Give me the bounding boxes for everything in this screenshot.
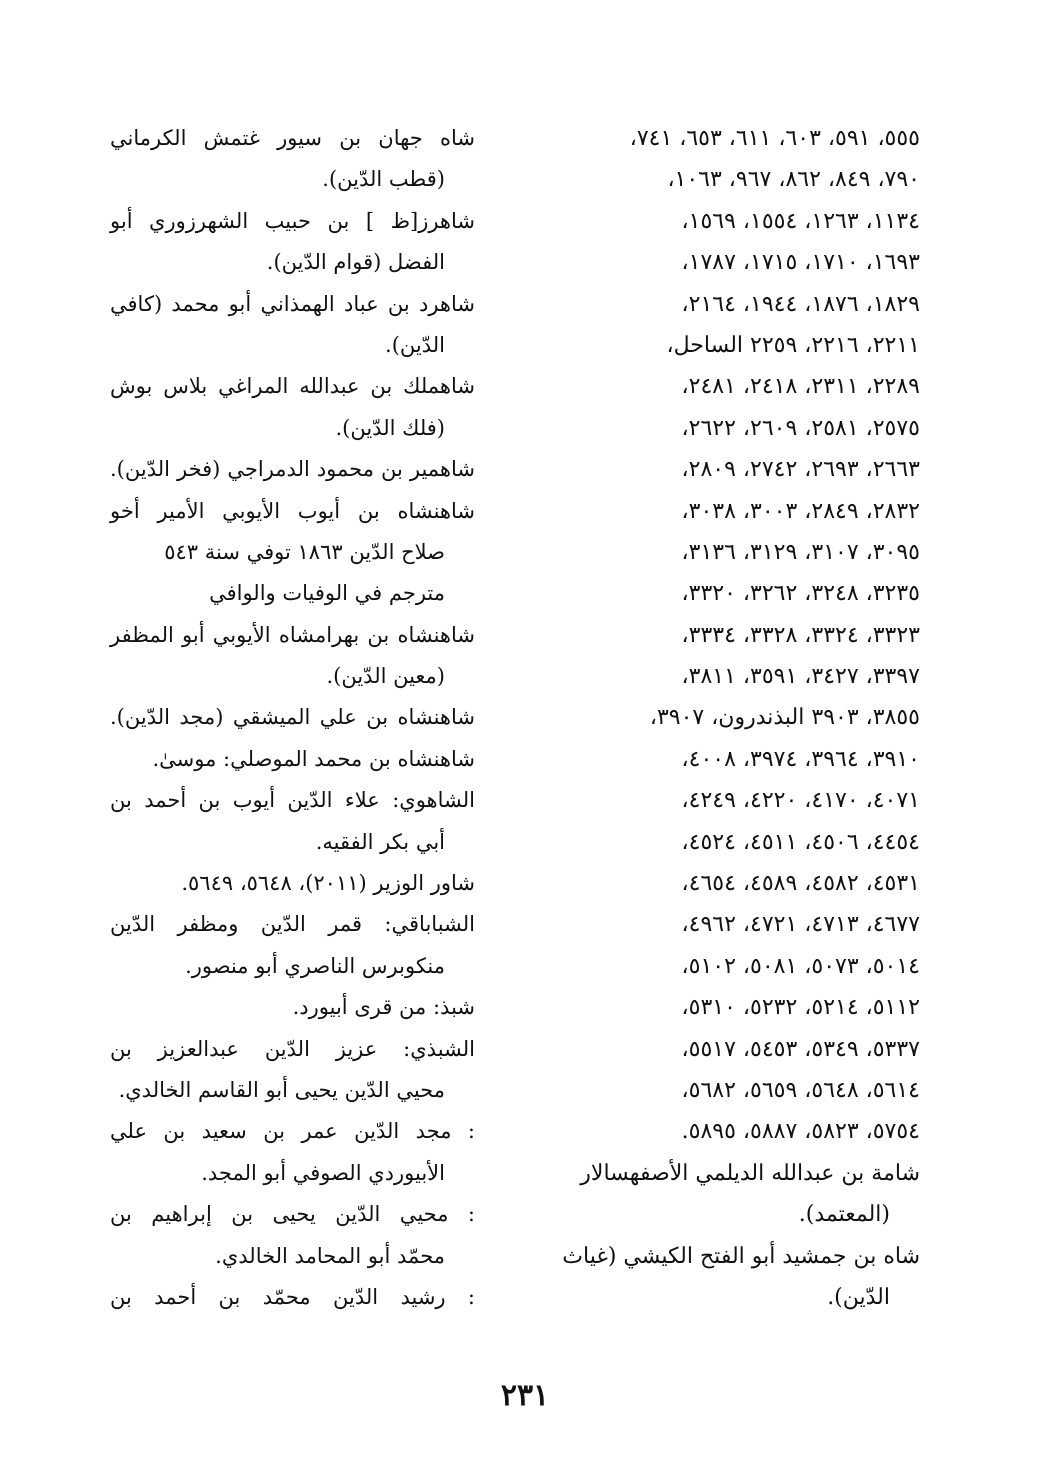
index-line: ١٨٢٩، ١٨٧٦، ١٩٤٤، ٢١٦٤، [681, 291, 920, 317]
index-line: ٥٠١٤، ٥٠٧٣، ٥٠٨١، ٥١٠٢، [681, 953, 920, 979]
index-line: ٣٢٣٥، ٣٢٤٨، ٣٢٦٢، ٣٣٢٠، [681, 581, 920, 607]
index-line: ٣٣٩٧، ٣٤٢٧، ٣٥٩١، ٣٨١١، [681, 664, 920, 690]
index-line: شاهملك بن عبدالله المراغي بلاس بوش [110, 374, 475, 399]
index-line: ٢٨٣٢، ٢٨٤٩، ٣٠٠٣، ٣٠٣٨، [681, 498, 920, 524]
index-column-right [110, 118, 475, 1318]
index-column-left [540, 118, 920, 1318]
index-line: ١١٣٤، ١٢٦٣، ١٥٥٤، ١٥٦٩، [681, 208, 920, 234]
index-line: : مجد الدّين عمر بن سعيد بن علي [110, 1119, 475, 1144]
page-number: ٢٣١ [500, 1378, 550, 1413]
index-line: ٥٦١٤، ٥٦٤٨، ٥٦٥٩، ٥٦٨٢، [681, 1077, 920, 1103]
index-line: (المعتمد). [798, 1202, 890, 1228]
index-line: محيي الدّين يحيى أبو القاسم الخالدي. [118, 1077, 445, 1102]
index-line: ٣٨٥٥، ٣٩٠٣ البذندرون، ٣٩٠٧، [649, 705, 920, 731]
index-line: : رشيد الدّين محمّد بن أحمد بن [110, 1284, 475, 1309]
index-line: شاه بن جمشيد أبو الفتح الكيشي (غياث [562, 1243, 920, 1269]
index-line: ٥١١٢، ٥٢١٤، ٥٢٣٢، ٥٣١٠، [681, 995, 920, 1021]
index-line: ٤٥٣١، ٤٥٨٢، ٤٥٨٩، ٤٦٥٤، [681, 871, 920, 897]
index-line: محمّد أبو المحامد الخالدي. [215, 1243, 445, 1268]
index-line: ٥٣٣٧، ٥٣٤٩، ٥٤٥٣، ٥٥١٧، [681, 1036, 920, 1062]
index-line: الشبذي: عزيز الدّين عبدالعزيز بن [110, 1036, 475, 1061]
index-line: الشباباقي: قمر الدّين ومظفر الدّين [110, 912, 475, 937]
index-line: شاه جهان بن سيور غتمش الكرماني [110, 126, 475, 150]
index-line: ٤٤٥٤، ٤٥٠٦، ٤٥١١، ٤٥٢٤، [681, 829, 920, 855]
index-line: الأبيوردي الصوفي أبو المجد. [201, 1160, 445, 1185]
index-line: الدّين). [385, 332, 445, 357]
index-line: ٤٦٧٧، ٤٧١٣، ٤٧٢١، ٤٩٦٢، [681, 912, 920, 938]
index-line: شاهنشاه بن أيوب الأيوبي الأمير أخو [110, 498, 475, 523]
index-line: شبذ: من قرى أبيورد. [292, 995, 475, 1020]
index-line: الفضل (قوام الدّين). [266, 250, 445, 275]
index-line: (معين الدّين). [326, 664, 445, 689]
index-line: ٣٠٩٥، ٣١٠٧، ٣١٢٩، ٣١٣٦، [681, 539, 920, 565]
index-line: ١٦٩٣، ١٧١٠، ١٧١٥، ١٧٨٧، [681, 250, 920, 276]
index-line: ٥٥٥، ٥٩١، ٦٠٣، ٦١١، ٦٥٣، ٧٤١، [629, 126, 920, 151]
index-line: منكوبرس الناصري أبو منصور. [185, 953, 445, 978]
index-line: الدّين). [827, 1284, 890, 1310]
index-line: أبي بكر الفقيه. [315, 829, 445, 854]
index-line: ٣٩١٠، ٣٩٦٤، ٣٩٧٤، ٤٠٠٨، [681, 746, 920, 772]
index-line: شاهنشاه بن علي الميشقي (مجد الدّين). [110, 705, 475, 730]
index-line: (قطب الدّين). [322, 167, 445, 192]
index-line: ٧٩٠، ٨٤٩، ٨٦٢، ٩٦٧، ١٠٦٣، [667, 167, 920, 193]
index-line: شامة بن عبدالله الديلمي الأصفهسالار [580, 1160, 920, 1186]
index-line: (فلك الدّين). [335, 415, 445, 440]
index-line: الشاهوي: علاء الدّين أيوب بن أحمد بن [110, 788, 475, 813]
index-line: شاهمير بن محمود الدمراجي (فخر الدّين). [110, 457, 475, 482]
index-line: مترجم في الوفيات والوافي [209, 581, 445, 606]
index-line: صلاح الدّين ١٨٦٣ توفي سنة ٥٤٣ [164, 539, 445, 564]
index-line: ٥٧٥٤، ٥٨٢٣، ٥٨٨٧، ٥٨٩٥. [681, 1119, 920, 1145]
index-line: شاهرد بن عباد الهمذاني أبو محمد (كافي [110, 291, 475, 316]
index-line: ٢٢١١، ٢٢١٦، ٢٢٥٩ الساحل، [666, 332, 920, 358]
index-line: : محيي الدّين يحيى بن إبراهيم بن [110, 1202, 475, 1227]
index-line: ٢٥٧٥، ٢٥٨١، ٢٦٠٩، ٢٦٢٢، [681, 415, 920, 441]
index-line: شاهرز[ظ ] بن حبيب الشهرزوري أبو [110, 208, 475, 233]
index-line: ٢٦٦٣، ٢٦٩٣، ٢٧٤٢، ٢٨٠٩، [681, 457, 920, 483]
index-line: شاهنشاه بن محمد الموصلي: موسىٰ. [152, 746, 475, 771]
index-line: ٤٠٧١، ٤١٧٠، ٤٢٢٠، ٤٢٤٩، [681, 788, 920, 814]
index-line: شاهنشاه بن بهرامشاه الأيوبي أبو المظفر [110, 622, 475, 647]
index-line: ٢٢٨٩، ٢٣١١، ٢٤١٨، ٢٤٨١، [681, 374, 920, 400]
index-line: ٣٣٢٣، ٣٣٢٤، ٣٣٢٨، ٣٣٣٤، [681, 622, 920, 648]
index-line: شاور الوزير (٢٠١١)، ٥٦٤٨، ٥٦٤٩. [181, 871, 475, 896]
